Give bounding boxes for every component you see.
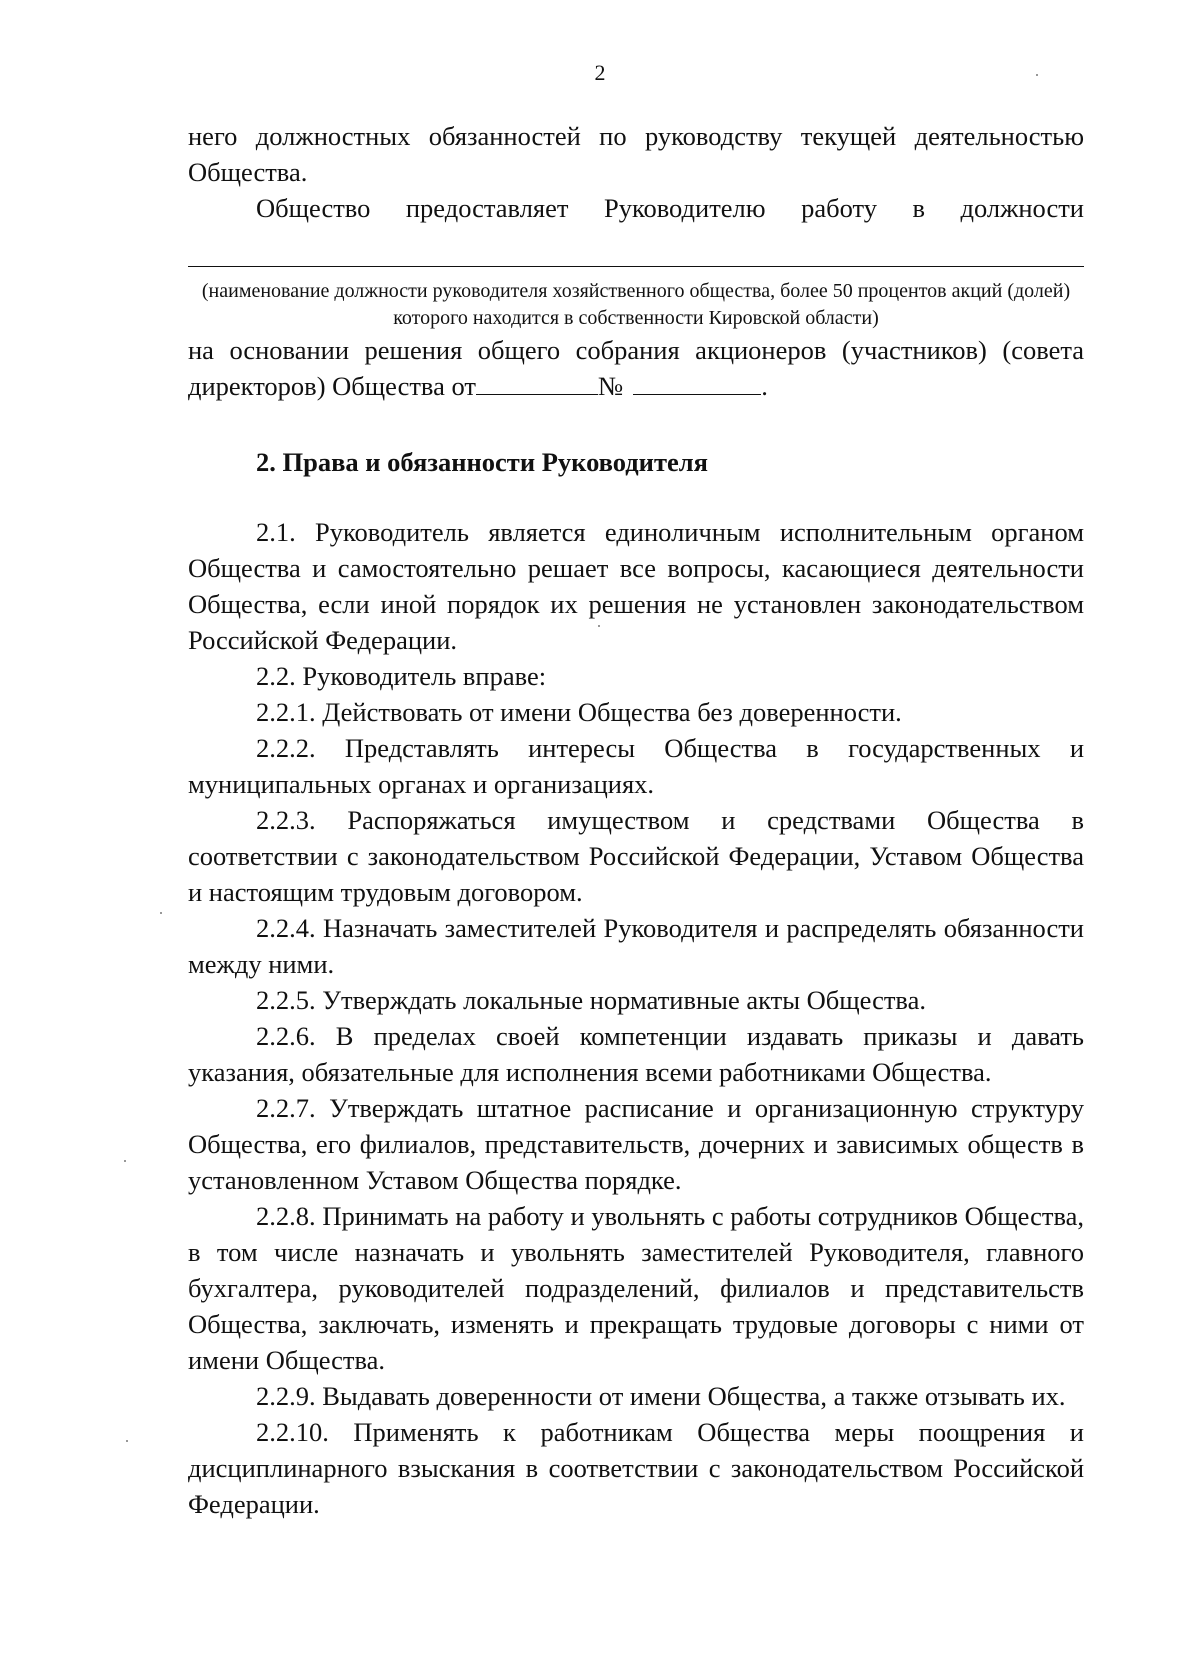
end-period: . [761, 371, 768, 401]
paragraph-2-2-2: 2.2.2. Представлять интересы Общества в государственных и муниципальных органах и организациях. [188, 733, 1084, 799]
scan-speck [1036, 74, 1038, 76]
paragraph-2-1: 2.1. Руководитель является единоличным исполнительным органом Общества и самостоятельно решает все вопросы, касающиеся деятельности Общества, если иной порядок их решения не установлен законодательством Российской Федерации. [188, 517, 1084, 655]
paragraph-2-2-9: 2.2.9. Выдавать доверенности от имени Общества, а также отзывать их. [256, 1381, 1066, 1411]
number-blank [633, 370, 761, 395]
section-heading: 2. Права и обязанности Руководителя [256, 447, 708, 477]
paragraph-2-2-5: 2.2.5. Утверждать локальные нормативные акты Общества. [256, 985, 926, 1015]
position-caption: (наименование должности руководителя хозяйственного общества, более 50 процентов акций (долей) которого находится в собственности Кировской области) [201, 280, 1071, 329]
paragraph-2-2-3: 2.2.3. Распоряжаться имуществом и средствами Общества в соответствии с законодательством Российской Федерации, Уставом Общества и настоящим трудовым договором. [188, 805, 1084, 907]
scan-speck [124, 1160, 126, 1162]
number-sign: № [597, 371, 624, 401]
section-paragraphs [188, 514, 1084, 1522]
position-underline [188, 266, 1084, 267]
basis-paragraph [188, 332, 1084, 404]
document-body [188, 118, 1084, 1522]
paragraph-2-2-6: 2.2.6. В пределах своей компетенции издавать приказы и давать указания, обязательные для исполнения всеми работниками Общества. [188, 1021, 1084, 1087]
page-number: 2 [594, 60, 606, 85]
paragraph-2-2-7: 2.2.7. Утверждать штатное расписание и организационную структуру Общества, его филиалов, представительств, дочерних и зависимых обществ в установленном Уставом Общества порядке. [188, 1093, 1084, 1195]
position-line: Общество предоставляет Руководителю работу в должности [256, 193, 1084, 223]
paragraph-2-2-10: 2.2.10. Применять к работникам Общества меры поощрения и дисциплинарного взыскания в соответствии с законодательством Российской Федерации. [188, 1417, 1084, 1519]
scan-speck [598, 625, 600, 627]
paragraph-2-2-8: 2.2.8. Принимать на работу и увольнять с работы сотрудников Общества, в том числе назначать и увольнять заместителей Руководителя, главного бухгалтера, руководителей подразделений, филиалов и представительств Общества, заключать, изменять и прекращать трудовые договоры с ними от имени Общества. [188, 1201, 1084, 1375]
paragraph-2-2: 2.2. Руководитель вправе: [256, 661, 547, 691]
paragraph-2-2-4: 2.2.4. Назначать заместителей Руководителя и распределять обязанности между ними. [188, 913, 1084, 979]
position-blank-line [188, 254, 1084, 276]
paragraph-2-2-1: 2.2.1. Действовать от имени Общества без доверенности. [256, 697, 902, 727]
scan-speck [126, 1440, 128, 1442]
scan-speck [160, 912, 162, 914]
basis-text: на основании решения общего собрания акционеров (участников) (совета директоров) Общества от [188, 335, 1084, 401]
intro-continuation: него должностных обязанностей по руководству текущей деятельностью Общества. [188, 121, 1084, 187]
date-blank [476, 370, 598, 395]
